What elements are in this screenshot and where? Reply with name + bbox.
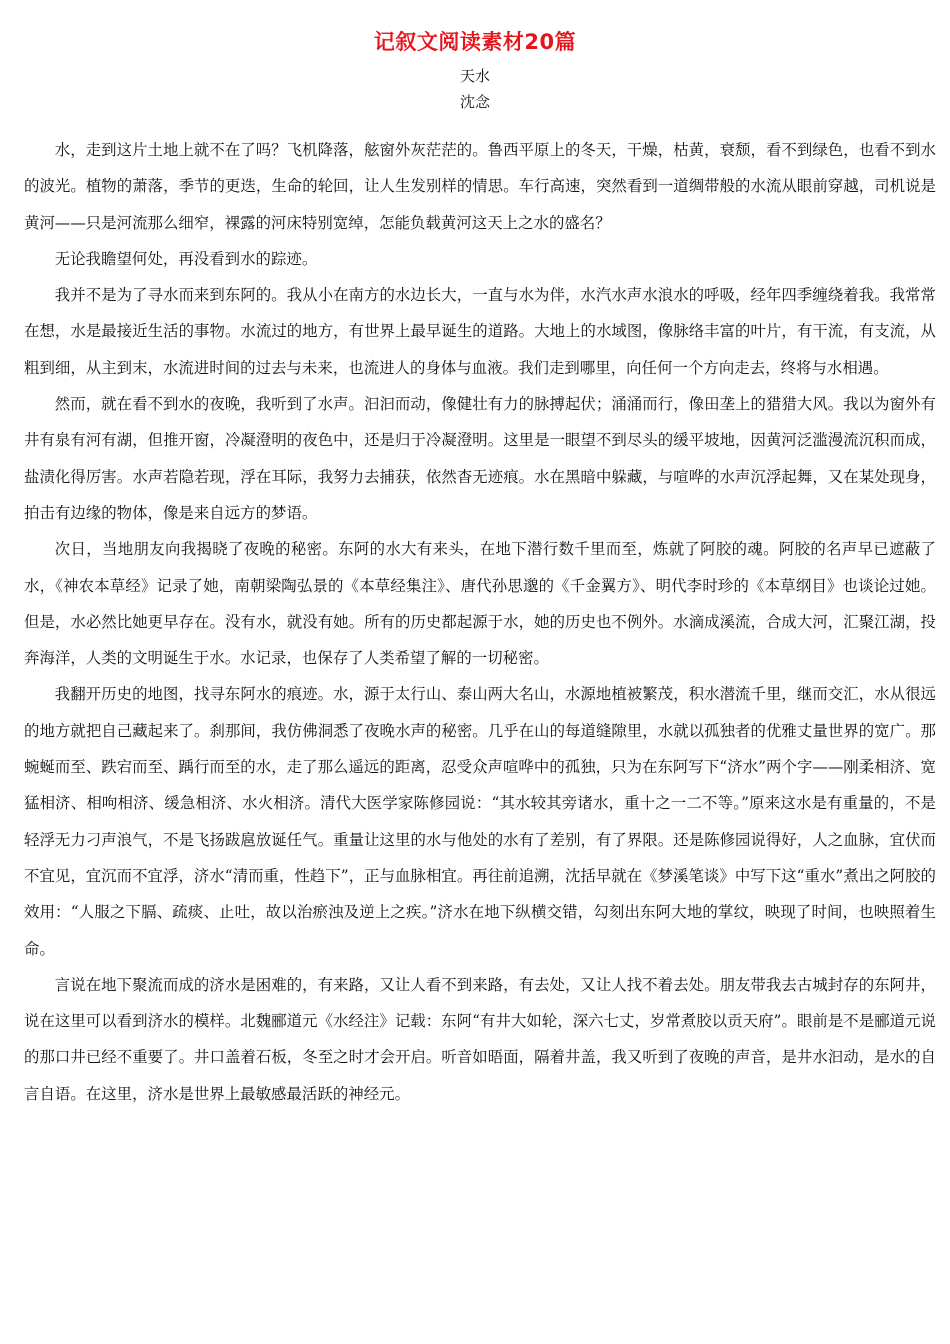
paragraph: 然而，就在看不到水的夜晚，我听到了水声。汩汩而动，像健壮有力的脉搏起伏；涌涌而行，像田垄上的猎猎大风。我以为窗外有井有泉有河有湖，但推开窗，冷凝澄明的夜色中，还是归于冷凝澄明。这里是一眼望不到尽头的缓平坡地，因黄河泛滥漫流沉积而成，盐渍化得厉害。水声若隐若现，浮在耳际，我努力去捕获，依然杳无迹痕。水在黑暗中躲藏，与喧哗的水声沉浮起舞，又在某处现身，拍击有边缘的物体，像是来自远方的梦语。 <box>24 395 936 522</box>
document-title: 记叙文阅读素材20篇 <box>373 30 577 54</box>
paragraph: 言说在地下聚流而成的济水是困难的，有来路，又让人看不到来路，有去处，又让人找不着去处。朋友带我去古城封存的东阿井，说在这里可以看到济水的模样。北魏郦道元《水经注》记载：东阿“有井大如轮，深六七丈，岁常煮胶以贡天府”。眼前是不是郦道元说的那口井已经不重要了。井口盖着石板，冬至之时才会开启。听音如晤面，隔着井盖，我又听到了夜晚的声音，是井水汩动，是水的自言自语。在这里，济水是世界上最敏感最活跃的神经元。 <box>24 975 936 1103</box>
article-title: 天水 <box>459 67 490 85</box>
article-body <box>24 132 936 1112</box>
paragraph: 次日，当地朋友向我揭晓了夜晚的秘密。东阿的水大有来头，在地下潜行数千里而至，炼就了阿胶的魂。阿胶的名声早已遮蔽了水，《神农本草经》记录了她，南朝梁陶弘景的《本草经集注》、唐代孙思邈的《千金翼方》、明代李时珍的《本草纲目》也谈论过她。但是，水必然比她更早存在。没有水，就没有她。所有的历史都起源于水，她的历史也不例外。水滴成溪流，合成大河，汇聚江湖，投奔海洋，人类的文明诞生于水。水记录，也保存了人类希望了解的一切秘密。 <box>24 540 936 668</box>
paragraph: 我并不是为了寻水而来到东阿的。我从小在南方的水边长大，一直与水为伴，水汽水声水浪水的呼吸，经年四季缠绕着我。我常常在想，水是最接近生活的事物。水流过的地方，有世界上最早诞生的道路。大地上的水域图，像脉络丰富的叶片，有干流，有支流，从粗到细，从主到末，水流进时间的过去与未来，也流进人的身体与血液。我们走到哪里，向任何一个方向走去，终将与水相遇。 <box>24 286 936 377</box>
paragraph: 我翻开历史的地图，找寻东阿水的痕迹。水，源于太行山、泰山两大名山，水源地植被繁茂，积水潜流千里，继而交汇，水从很远的地方就把自己藏起来了。刹那间，我仿佛洞悉了夜晚水声的秘密。几乎在山的每道缝隙里，水就以孤独者的优雅丈量世界的宽广。那蜿蜒而至、跌宕而至、踽行而至的水，走了那么遥远的距离，忍受众声喧哗中的孤独，只为在东阿写下“济水”两个字——刚柔相济、宽猛相济、相呴相济、缓急相济、水火相济。清代大医学家陈修园说：“其水较其旁诸水，重十之一二不等。”原来这水是有重量的，不是轻浮无力刁声浪气，不是飞扬跋扈放诞任气。重量让这里的水与他处的水有了差别，有了界限。还是陈修园说得好，人之血脉，宜伏而不宜见，宜沉而不宜浮，济水“清而重，性趋下”，正与血脉相宜。再往前追溯，沈括早就在《梦溪笔谈》中写下这“重水”煮出之阿胶的效用：“人服之下膈、疏痰、止吐，故以治瘀浊及逆上之疾。”济水在地下纵横交错，勾刻出东阿大地的掌纹，映现了时间，也映照着生命。 <box>24 685 936 958</box>
paragraph: 水，走到这片土地上就不在了吗？飞机降落，舷窗外灰茫茫的。鲁西平原上的冬天，干燥，枯黄，衰颓，看不到绿色，也看不到水的波光。植物的萧落，季节的更迭，生命的轮回，让人生发别样的情思。车行高速，突然看到一道绸带般的水流从眼前穿越，司机说是黄河——只是河流那么细窄，裸露的河床特别宽绰，怎能负载黄河这天上之水的盛名？ <box>24 141 936 232</box>
article-author: 沈念 <box>459 93 490 111</box>
paragraph: 无论我瞻望何处，再没看到水的踪迹。 <box>54 249 318 268</box>
